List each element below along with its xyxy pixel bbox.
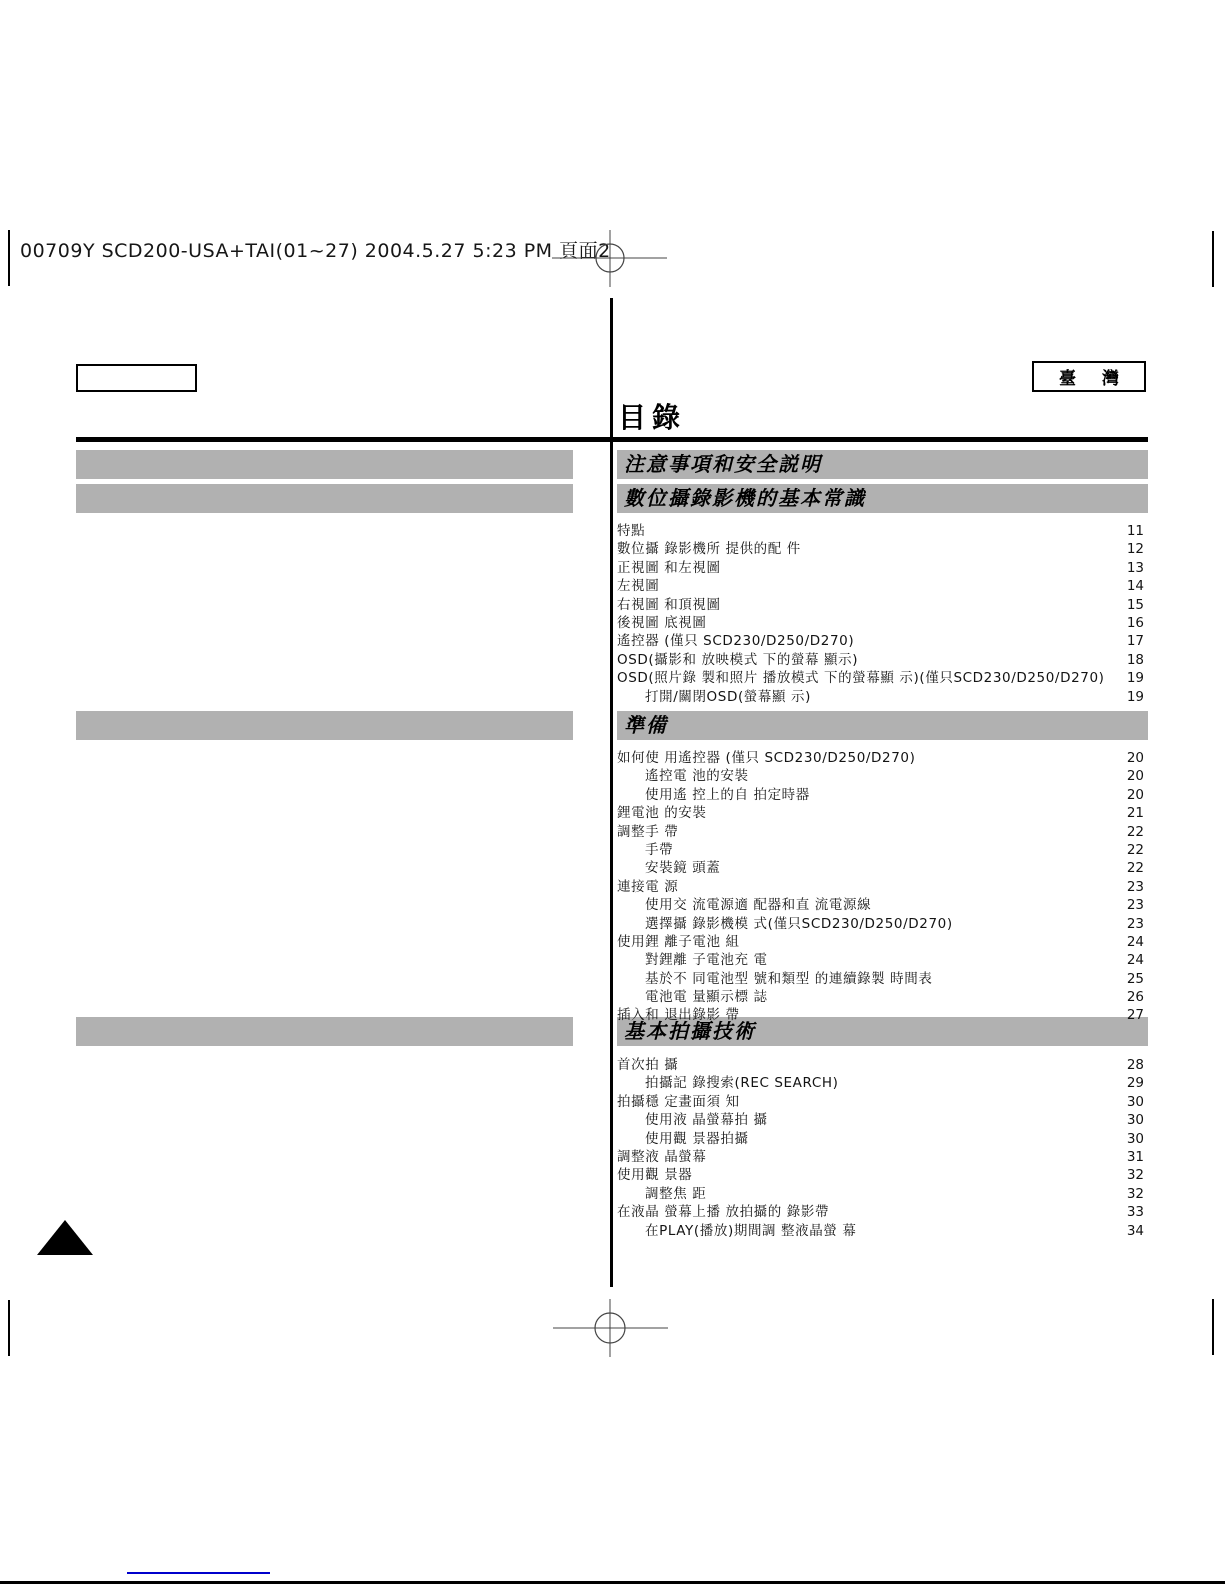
column-divider (610, 298, 613, 1287)
toc-item-page-number: 31 (1126, 1148, 1144, 1165)
toc-item-group (617, 519, 1148, 703)
toc-item (617, 1200, 1148, 1221)
section-bar-basics (617, 484, 1148, 513)
toc-item (617, 611, 1148, 629)
section-bar-left (76, 484, 573, 513)
toc-item-text: 調整液 晶螢幕 (617, 1148, 707, 1165)
toc-item-text: 調整手 帶 (617, 823, 679, 840)
toc-item (617, 537, 1148, 558)
toc-item-page-number: 23 (1126, 915, 1144, 932)
toc-item (617, 629, 1148, 650)
toc-item (617, 801, 1148, 822)
toc-item (617, 593, 1148, 611)
toc-item-page-number: 20 (1126, 768, 1144, 785)
toc-item-page-number: 22 (1126, 841, 1144, 858)
toc-item-page-number: 19 (1126, 670, 1144, 687)
toc-item (617, 1003, 1148, 1024)
toc-item-page-number: 11 (1126, 523, 1144, 539)
toc-item-text: 拍攝穩 定畫面須 知 (617, 1093, 740, 1110)
toc-item-page-number: 22 (1126, 823, 1144, 840)
toc-item (617, 985, 1148, 1006)
section-label: 基本拍攝技術 (624, 1019, 756, 1043)
toc-item (617, 893, 1148, 914)
toc-item-text: 遙控電 池的安裝 (645, 768, 749, 785)
toc-item-page-number: 34 (1126, 1222, 1144, 1239)
toc-item-text: 選擇攝 錄影機模 式(僅只SCD230/D250/D270) (645, 915, 953, 932)
toc-item-text: 使用液 晶螢幕拍 攝 (645, 1112, 768, 1129)
toc-item-page-number: 20 (1126, 786, 1144, 803)
toc-item-text: 插入和 退出錄影 帶 (617, 1007, 740, 1024)
toc-item (617, 746, 1148, 764)
toc-item (617, 685, 1148, 703)
toc-item-text: 使用交 流電源適 配器和直 流電源線 (645, 897, 872, 914)
toc-item (617, 1127, 1148, 1145)
toc-item (617, 875, 1148, 893)
toc-item-page-number: 32 (1126, 1167, 1144, 1184)
toc-item-text: 遙控器 (僅只 SCD230/D250/D270) (617, 633, 855, 650)
toc-item (617, 1163, 1148, 1184)
toc-item-text: 首次拍 攝 (617, 1057, 679, 1073)
crop-mark (8, 230, 10, 286)
toc-item (617, 1108, 1148, 1129)
toc-item (617, 967, 1148, 985)
empty-language-box (76, 364, 197, 392)
toc-item-text: 如何使 用遙控器 (僅只 SCD230/D250/D270) (617, 750, 916, 766)
toc-item (617, 948, 1148, 969)
toc-item-page-number: 16 (1126, 614, 1144, 631)
toc-item-group (617, 746, 1148, 1022)
page-title: 目錄 (618, 401, 687, 434)
crop-mark (8, 1300, 10, 1356)
crop-mark (1212, 1299, 1214, 1355)
toc-item-page-number: 18 (1126, 651, 1144, 668)
toc-item (617, 519, 1148, 537)
registration-mark-icon (550, 228, 670, 292)
toc-item-page-number: 15 (1126, 596, 1144, 613)
toc-item-text: 鋰電池 的安裝 (617, 805, 707, 822)
blue-underline-mark (127, 1572, 270, 1574)
toc-item-text: 正視圖 和左視圖 (617, 559, 721, 576)
toc-item-text: 對鋰離 子電池充 電 (645, 952, 768, 969)
section-label: 注意事項和安全説明 (624, 452, 822, 476)
toc-item-page-number: 24 (1126, 952, 1144, 969)
toc-item (617, 1219, 1148, 1237)
toc-item-page-number: 30 (1126, 1112, 1144, 1129)
toc-item-text: 使用觀 景器 (617, 1167, 693, 1184)
toc-item-page-number: 23 (1126, 878, 1144, 895)
toc-item (617, 648, 1148, 666)
toc-item-page-number: 14 (1126, 578, 1144, 595)
toc-item (617, 666, 1148, 687)
toc-item-text: 使用遙 控上的自 拍定時器 (645, 786, 810, 803)
toc-item-page-number: 20 (1126, 750, 1144, 766)
toc-item (617, 1071, 1148, 1092)
toc-item-text: OSD(照片錄 製和照片 播放模式 下的螢幕顯 示)(僅只SCD230/D250/D270) (617, 670, 1105, 687)
toc-item-page-number: 22 (1126, 860, 1144, 877)
toc-item (617, 556, 1148, 574)
toc-item-page-number: 21 (1126, 805, 1144, 822)
toc-item-page-number: 13 (1126, 559, 1144, 576)
section-bar-left (76, 711, 573, 740)
toc-item (617, 574, 1148, 595)
toc-item-text: 安裝鏡 頭蓋 (645, 860, 721, 877)
toc-item (617, 764, 1148, 785)
print-job-header: 00709Y SCD200-USA+TAI(01~27) 2004.5.27 5:23 PM 頁面2 (20, 240, 611, 262)
toc-item-group (617, 1053, 1148, 1237)
toc-item-text: 數位攝 錄影機所 提供的配 件 (617, 541, 801, 558)
toc-item-text: 在液晶 螢幕上播 放拍攝的 錄影帶 (617, 1204, 830, 1221)
toc-item-page-number: 26 (1126, 989, 1144, 1006)
toc-item-page-number: 12 (1126, 541, 1144, 558)
crop-mark (1212, 231, 1214, 287)
toc-item-page-number: 19 (1126, 688, 1144, 705)
toc-item-text: 打開/關閉OSD(螢幕顯 示) (645, 688, 811, 705)
toc-item (617, 1053, 1148, 1071)
section-bar-safety (617, 450, 1148, 479)
toc-item (617, 912, 1148, 930)
toc-item-text: 拍攝記 錄搜索(REC SEARCH) (645, 1075, 839, 1092)
toc-item-text: 使用觀 景器拍攝 (645, 1130, 749, 1147)
toc-item (617, 930, 1148, 948)
toc-item (617, 856, 1148, 877)
section-bar-left (76, 450, 573, 479)
toc-item-page-number: 27 (1126, 1007, 1144, 1024)
region-badge: 臺 灣 (1032, 361, 1146, 392)
toc-item-text: 手帶 (645, 841, 674, 858)
toc-item-page-number: 30 (1126, 1093, 1144, 1110)
toc-item-page-number: 28 (1126, 1057, 1144, 1073)
toc-item-text: 電池電 量顯示標 誌 (645, 989, 768, 1006)
toc-item (617, 1090, 1148, 1108)
toc-item-page-number: 32 (1126, 1185, 1144, 1202)
toc-item-text: 在PLAY(播放)期間調 整液晶螢 幕 (645, 1222, 857, 1239)
toc-item (617, 783, 1148, 801)
toc-item-text: 使用鋰 離子電池 組 (617, 933, 740, 950)
registration-mark-icon (550, 1295, 670, 1361)
toc-item-page-number: 29 (1126, 1075, 1144, 1092)
toc-item-text: 基於不 同電池型 號和類型 的連續錄製 時間表 (645, 970, 933, 987)
toc-item (617, 838, 1148, 856)
toc-item-page-number: 23 (1126, 897, 1144, 914)
toc-item-page-number: 25 (1126, 970, 1144, 987)
toc-item-text: 特點 (617, 523, 646, 539)
toc-item-page-number: 24 (1126, 933, 1144, 950)
toc-item-text: 左視圖 (617, 578, 660, 595)
toc-item-text: 後視圖 底視圖 (617, 614, 707, 631)
toc-item (617, 820, 1148, 838)
toc-item-page-number: 17 (1126, 633, 1144, 650)
section-bar-left (76, 1017, 573, 1046)
section-bar-preparation (617, 711, 1148, 740)
toc-item-page-number: 30 (1126, 1130, 1144, 1147)
toc-item-text: 右視圖 和頂視圖 (617, 596, 721, 613)
toc-item-page-number: 33 (1126, 1204, 1144, 1221)
toc-item (617, 1145, 1148, 1163)
toc-item-text: 連接電 源 (617, 878, 679, 895)
section-label: 準備 (624, 713, 668, 737)
toc-item (617, 1182, 1148, 1200)
page-bottom-edge (0, 1581, 1225, 1584)
section-label: 數位攝錄影機的基本常識 (624, 486, 866, 510)
corner-triangle-mark (37, 1220, 93, 1255)
toc-item-text: OSD(攝影和 放映模式 下的螢幕 顯示) (617, 651, 859, 668)
toc-item-text: 調整焦 距 (645, 1185, 707, 1202)
